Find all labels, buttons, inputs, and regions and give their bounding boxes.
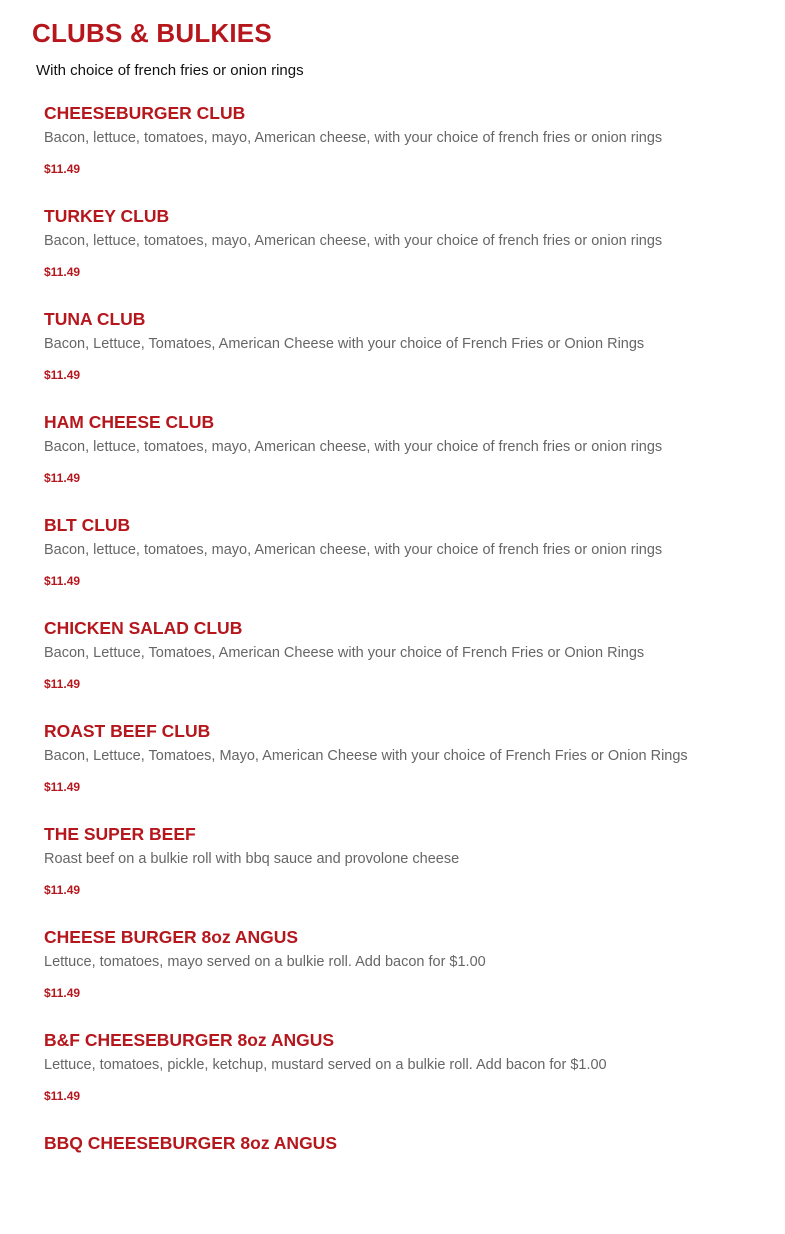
menu-item-ham-cheese-club[interactable] [44, 410, 764, 513]
item-name: HAM CHEESE CLUB [44, 412, 215, 432]
item-description: Bacon, Lettuce, Tomatoes, Mayo, American Cheese with your choice of French Fries or Onion Rings [44, 748, 688, 764]
item-description: Lettuce, tomatoes, mayo served on a bulkie roll. Add bacon for $1.00 [44, 954, 486, 970]
item-price: $11.49 [44, 265, 81, 279]
item-description: Bacon, Lettuce, Tomatoes, American Cheese with your choice of French Fries or Onion Rings [44, 645, 645, 661]
item-name: TUNA CLUB [44, 309, 146, 329]
item-description: Roast beef on a bulkie roll with bbq sauce and provolone cheese [44, 851, 460, 867]
item-description: Bacon, lettuce, tomatoes, mayo, American cheese, with your choice of french fries or onion rings [44, 439, 663, 455]
section-subtitle: With choice of french fries or onion rings [36, 62, 304, 79]
item-name: CHEESE BURGER 8oz ANGUS [44, 927, 299, 947]
menu-item-roast-beef-club[interactable] [44, 719, 764, 822]
item-price: $11.49 [44, 368, 81, 382]
item-name: B&F CHEESEBURGER 8oz ANGUS [44, 1030, 335, 1050]
menu-item-bf-cheeseburger-8oz-angus[interactable] [44, 1028, 764, 1131]
menu-item-blt-club[interactable] [44, 513, 764, 616]
menu-item-tuna-club[interactable] [44, 307, 764, 410]
item-price: $11.49 [44, 471, 81, 485]
item-description: Lettuce, tomatoes, pickle, ketchup, mustard served on a bulkie roll. Add bacon for $1.00 [44, 1057, 607, 1073]
item-name: TURKEY CLUB [44, 206, 170, 226]
item-price: $11.49 [44, 1089, 81, 1103]
item-description: Bacon, lettuce, tomatoes, mayo, American cheese, with your choice of french fries or onion rings [44, 542, 663, 558]
menu-item-list [44, 101, 764, 1234]
menu-item-cheeseburger-club[interactable] [44, 101, 764, 204]
menu-item-the-super-beef[interactable] [44, 822, 764, 925]
item-description: Bacon, lettuce, tomatoes, mayo, American cheese, with your choice of french fries or onion rings [44, 233, 663, 249]
menu-item-turkey-club[interactable] [44, 204, 764, 307]
item-name: CHEESEBURGER CLUB [44, 103, 246, 123]
menu-item-chicken-salad-club[interactable] [44, 616, 764, 719]
item-price: $11.49 [44, 780, 81, 794]
item-name: THE SUPER BEEF [44, 824, 196, 844]
item-name: BLT CLUB [44, 515, 131, 535]
item-name: BBQ CHEESEBURGER 8oz ANGUS [44, 1133, 337, 1153]
item-description: Bacon, Lettuce, Tomatoes, American Cheese with your choice of French Fries or Onion Rings [44, 336, 645, 352]
item-name: ROAST BEEF CLUB [44, 721, 211, 741]
item-price: $11.49 [44, 162, 81, 176]
menu-item-bbq-cheeseburger-8oz-angus[interactable] [44, 1131, 764, 1234]
menu-item-cheese-burger-8oz-angus[interactable] [44, 925, 764, 1028]
item-description: Bacon, lettuce, tomatoes, mayo, American cheese, with your choice of french fries or onion rings [44, 130, 663, 146]
item-price: $11.49 [44, 883, 81, 897]
item-price: $11.49 [44, 986, 81, 1000]
item-price: $11.49 [44, 574, 81, 588]
item-name: CHICKEN SALAD CLUB [44, 618, 243, 638]
section-title: CLUBS & BULKIES [32, 18, 272, 48]
item-price: $11.49 [44, 677, 81, 691]
